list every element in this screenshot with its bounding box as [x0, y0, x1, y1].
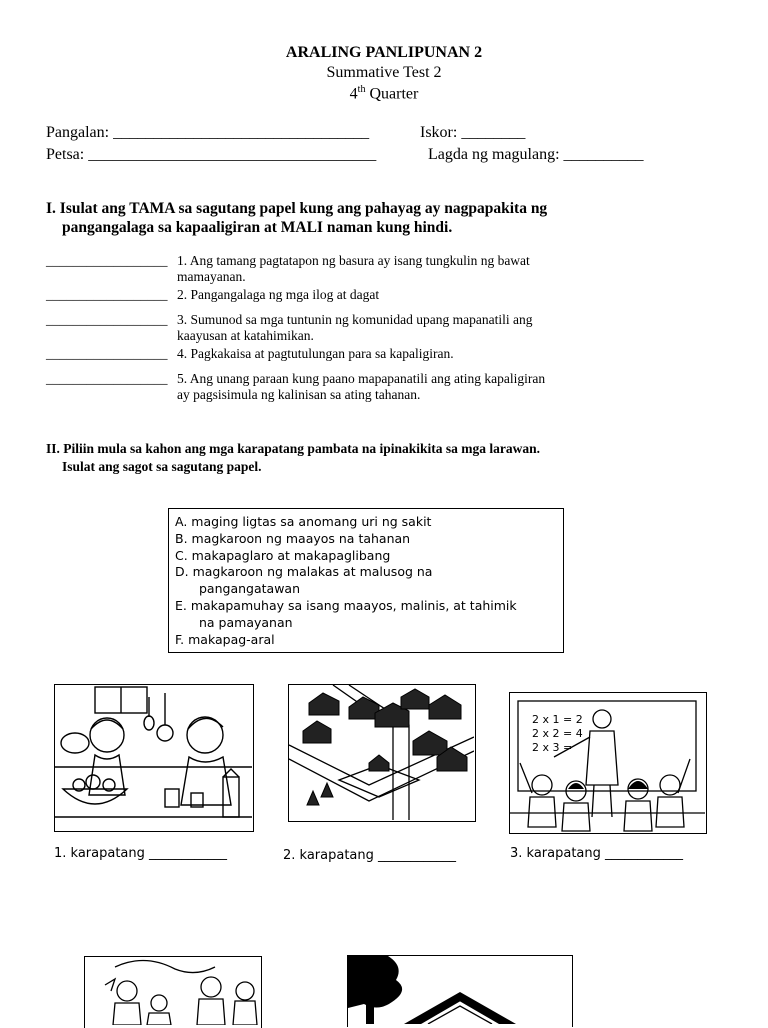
board-line-1: 2 x 1 = 2 — [532, 713, 583, 726]
test-title: ARALING PANLIPUNAN 2 — [285, 44, 483, 61]
item-text-continued: ay pagsisimula ng kalinisan sa ating tahanan. — [177, 387, 421, 402]
picture-children-playing — [84, 956, 262, 1028]
choice-e: E. makapamuhay sa isang maayos, malinis, at tahimik — [175, 597, 517, 613]
answer-blank[interactable]: __________________ — [46, 312, 168, 327]
part2-instruction-line2: Isulat ang sagot sa sagutang papel. — [62, 459, 262, 474]
item-text: 1. Ang tamang pagtatapon ng basura ay isang tungkulin ng bawat — [177, 253, 530, 268]
caption-3: 3. karapatang ____________ — [510, 846, 684, 861]
board-line-2: 2 x 2 = 4 — [532, 727, 583, 740]
answer-blank[interactable]: __________________ — [46, 253, 168, 268]
choice-f: F. makapag-aral — [175, 631, 275, 647]
quarter-label — [0, 84, 768, 103]
choice-c: C. makapaglaro at makapaglibang — [175, 547, 391, 563]
test-subtitle: Summative Test 2 — [326, 64, 442, 81]
choice-b: B. magkaroon ng maayos na tahanan — [175, 530, 411, 546]
picture-children-eating — [54, 684, 254, 832]
choice-d: D. magkaroon ng malakas at malusog na — [175, 564, 433, 580]
picture-house — [347, 955, 573, 1027]
list-item — [46, 287, 379, 303]
answer-blank[interactable]: __________________ — [46, 287, 168, 302]
picture-classroom — [509, 692, 707, 834]
part2-instruction-line1: II. Piliin mula sa kahon ang mga karapatang pambata na ipinakikita sa mga larawan. — [46, 441, 540, 456]
list-item — [46, 312, 532, 344]
item-text: 5. Ang unang paraan kung paano mapapanatili ang ating kapaligiran — [177, 371, 546, 386]
date-field[interactable]: Petsa: ____________________________________ — [46, 146, 377, 163]
quarter-number: 4 — [349, 85, 358, 103]
picture-community-town — [288, 684, 476, 822]
choice-e-continued: na pamayanan — [199, 614, 293, 630]
caption-1: 1. karapatang ____________ — [54, 846, 228, 861]
quarter-word: Quarter — [365, 85, 419, 103]
parent-signature-field[interactable]: Lagda ng magulang: __________ — [428, 146, 644, 163]
list-item — [46, 253, 530, 285]
caption-2: 2. karapatang ____________ — [283, 848, 457, 863]
answer-blank[interactable]: __________________ — [46, 346, 168, 361]
choice-a: A. maging ligtas sa anomang uri ng sakit — [175, 514, 432, 529]
choice-d-continued: pangangatawan — [199, 581, 300, 597]
list-item — [46, 371, 545, 403]
item-text-continued: kaayusan at katahimikan. — [177, 328, 314, 343]
board-line-3: 2 x 3 = — [532, 741, 573, 754]
part1-instruction-line2: pangangalaga sa kapaaligiran at MALI naman kung hindi. — [62, 219, 453, 236]
part1-instruction-line1: I. Isulat ang TAMA sa sagutang papel kung ang pahayag ay nagpapakita ng — [46, 200, 548, 217]
item-text: 2. Pangangalaga ng mga ilog at dagat — [177, 287, 380, 302]
item-text: 4. Pagkakaisa at pagtutulungan para sa kapaligiran. — [177, 346, 454, 361]
choices-box — [168, 508, 564, 653]
item-text-continued: mamayanan. — [177, 269, 246, 284]
quarter-suffix: th — [357, 84, 366, 95]
score-field[interactable]: Iskor: ________ — [420, 124, 526, 141]
item-text: 3. Sumunod sa mga tuntunin ng komunidad upang mapanatili ang — [177, 312, 533, 327]
name-field[interactable]: Pangalan: ________________________________ — [46, 124, 370, 141]
answer-blank[interactable]: __________________ — [46, 371, 168, 386]
list-item — [46, 346, 454, 362]
